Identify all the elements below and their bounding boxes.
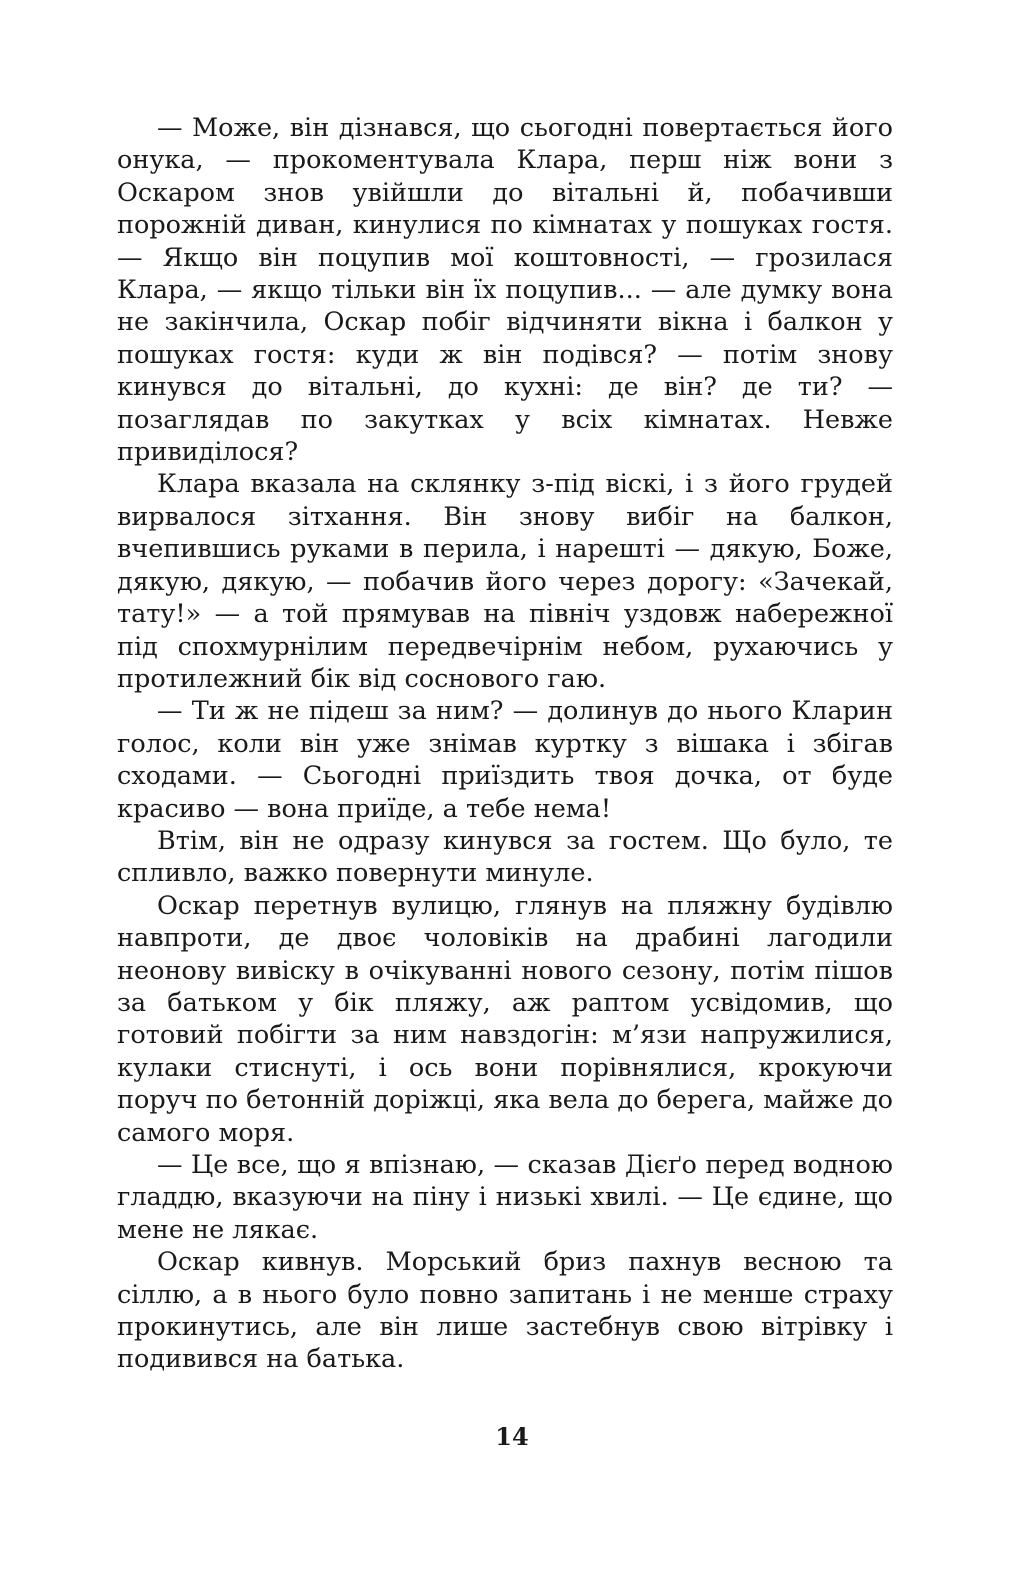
paragraph: Оскар кивнув. Морський бриз пахнув весною та сіллю, а в нього було повно запитань і не менше страху прокинутись, але він лише застебнув свою вітрівку і подивився на батька. xyxy=(117,1247,893,1375)
paragraph: Клара вказала на склянку з-під віскі, і з його грудей вирвалося зітхання. Він знову вибіг на балкон, вчепившись руками в перила, і нарешті — дякую, Боже, дякую, дякую, — побачив його через дорогу: «Зачекай, тату!» — а той прямував на північ уздовж набережної під спохмурнілим передвечірнім небом, рухаючись у протилежний бік від соснового гаю. xyxy=(117,469,893,694)
page-number: 14 xyxy=(495,1422,529,1451)
paragraph: — Може, він дізнався, що сьогодні повертається його онука, — прокоментувала Клара, перш ніж вони з Оскаром знов увійшли до вітальні й, побачивши порожній диван, кинулися по кімнатах у пошуках гостя. — Якщо він поцупив мої коштовності, — грозилася Клара, — якщо тільки він їх поцупив... — але думку вона не закінчила, Оскар побіг відчиняти вікна і балкон у пошуках гостя: куди ж він подівся? — потім знову кинувся до вітальні, до кухні: де він? де ти? — позаглядав по закутках у всіх кімнатах. Невже привиділося? xyxy=(117,113,893,468)
paragraph: — Це все, що я впізнаю, — сказав Дієґо перед водною гладдю, вказуючи на піну і низькі хвилі. — Це єдине, що мене не лякає. xyxy=(117,1150,893,1245)
paragraph: — Ти ж не підеш за ним? — долинув до нього Кларин голос, коли він уже знімав куртку з вішака і збігав сходами. — Сьогодні приїздить твоя дочка, от буде красиво — вона приїде, а тебе нема! xyxy=(117,696,893,824)
paragraph: Оскар перетнув вулицю, глянув на пляжну будівлю навпроти, де двоє чоловіків на драбині лагодили неонову вивіску в очікуванні нового сезону, потім пішов за батьком у бік пляжу, аж раптом усвідомив, що готовий побігти за ним навздогін: м’язи напружилися, кулаки стиснуті, і ось вони порівнялися, крокуючи поруч по бетонній доріжці, яка вела до берега, майже до самого моря. xyxy=(117,890,893,1148)
page-body xyxy=(117,112,893,1376)
paragraph: Втім, він не одразу кинувся за гостем. Що було, те спливло, важко повернути минуле. xyxy=(117,825,893,889)
